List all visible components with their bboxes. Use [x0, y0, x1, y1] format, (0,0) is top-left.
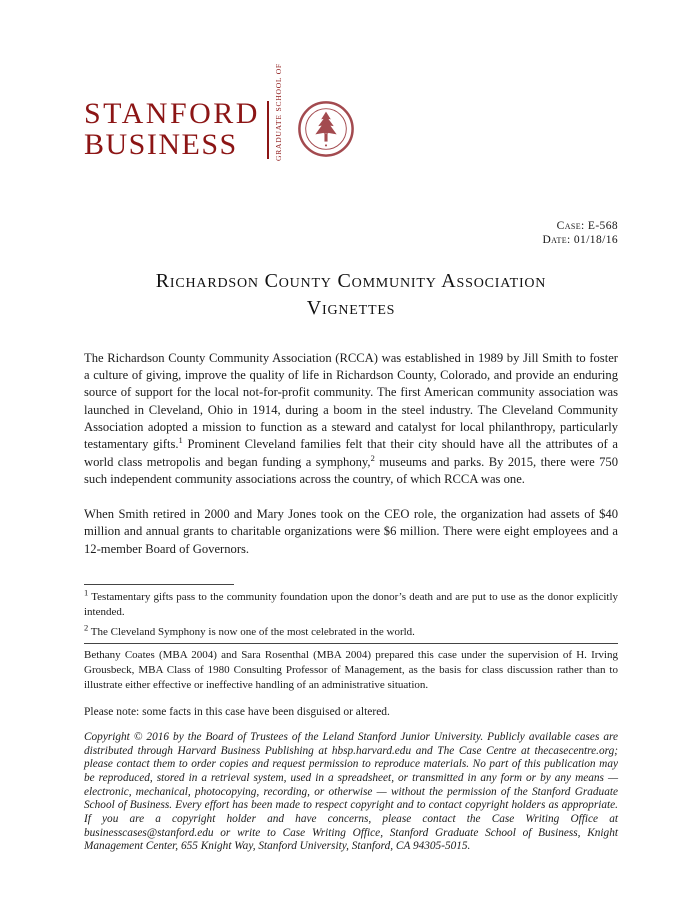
- footnote-2: [84, 621, 618, 640]
- para1-text: Prominent Cleveland families felt that their city should have all the attributes of a world class metropolis and began funding a symphony,: [84, 437, 618, 469]
- logo-vertical-text: GRADUATE SCHOOL OF: [273, 63, 283, 161]
- body-paragraph-2: When Smith retired in 2000 and Mary Jones took on the CEO role, the organization had assets of $40 million and annual grants to charitable organizations were $6 million. There were eight employees and a 12-member Board of Governors.: [84, 507, 618, 556]
- logo-stanford-text: STANFORD: [84, 97, 260, 130]
- para1-text: The Richardson County Community Association (RCCA) was established in 1989 by Jill Smith to foster a culture of giving, improve the quality of life in Richardson County, Colorado, and provide an enduring source of support for the local not-for-profit community. The first American community association was launched in Cleveland, Ohio in 1914, during a boom in the steel industry. The Cleveland Community Association adopted a mission to function as a steward and catalyst for local philanthropy, particularly testamentary gifts.: [84, 350, 618, 452]
- body-paragraph-1: [84, 350, 618, 488]
- title-line-1: Richardson County Community Association: [155, 269, 547, 292]
- logo-divider: [267, 101, 269, 159]
- case-date: Date: 01/18/16: [542, 234, 618, 247]
- case-meta: [84, 219, 618, 248]
- footnote-ref-1: 1: [178, 435, 183, 446]
- footnote-separator: [84, 584, 234, 585]
- attribution-text: Bethany Coates (MBA 2004) and Sara Rosenthal (MBA 2004) prepared this case under the supervision of H. Irving Grousbeck, MBA Class of 1980 Consulting Professor of Management, as the basis for class discussion rather than to illustrate either effective or ineffective handling of an administrative situation.: [84, 649, 618, 691]
- stanford-business-logo: [84, 63, 618, 167]
- footnote-ref-2: 2: [370, 452, 375, 463]
- footnote-1-marker: 1: [84, 587, 89, 598]
- footnote-2-text: The Cleveland Symphony is now one of the most celebrated in the world.: [88, 625, 415, 638]
- section-divider: [84, 643, 618, 644]
- para1-text: museums and parks. By 2015, there were 750 such independent community associations across the country, of which RCCA was one.: [84, 454, 618, 486]
- page-title: [84, 268, 618, 322]
- title-line-2: Vignettes: [306, 296, 396, 319]
- footnote-1-text: Testamentary gifts pass to the community foundation upon the donor’s death and are put to use as the donor explicitly intended.: [84, 591, 618, 618]
- case-number: Case: E-568: [556, 220, 618, 232]
- footnote-1: [84, 587, 618, 620]
- disclaimer-note: Please note: some facts in this case have been disguised or altered.: [84, 705, 390, 718]
- stanford-seal-icon: [297, 100, 355, 158]
- logo-business-text: BUSINESS: [84, 127, 238, 161]
- logo-wordmark: [84, 99, 260, 160]
- copyright-text: Copyright © 2016 by the Board of Trustees of the Leland Stanford Junior University. Publicly available cases are distributed through Harvard Business Publishing at hbsp.harvard.edu and The Case Centre at thecasecentre.org; please contact them to order copies and request permission to reproduce materials. No part of this publication may be reproduced, stored in a retrieval system, used in a spreadsheet, or transmitted in any form or by any means — electronic, mechanical, photocopying, recording, or otherwise — without the permission of the Stanford Graduate School of Business. Every effort has been made to respect copyright and to contact copyright holders as appropriate. If you are a copyright holder and have concerns, please contact the Case Writing Office at businesscases@stanford.edu or write to Case Writing Office, Stanford Graduate School of Business, Knight Management Center, 655 Knight Way, Stanford University, Stanford, CA 94305-5015.: [84, 730, 618, 853]
- footnote-2-marker: 2: [84, 621, 89, 632]
